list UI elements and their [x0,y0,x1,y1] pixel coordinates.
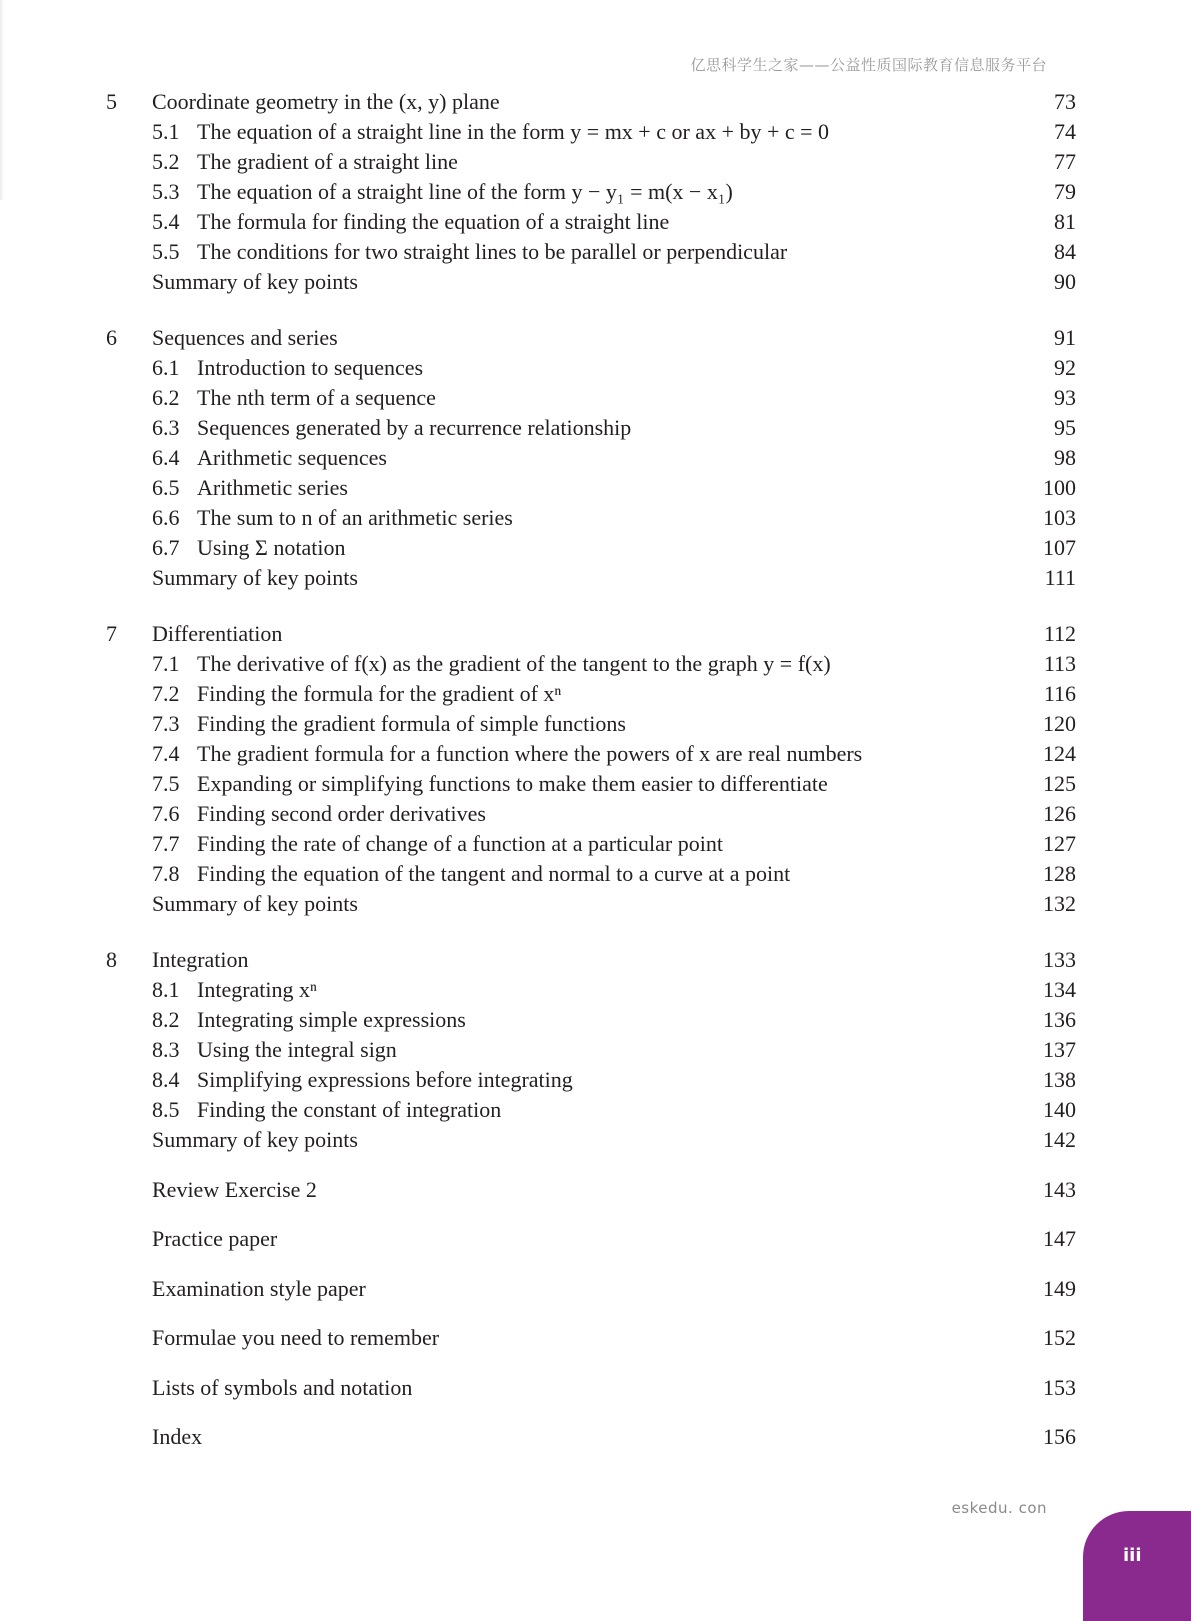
section-number: 8.5 [152,1097,180,1122]
section-number: 6.5 [152,475,180,500]
summary-page: 90 [1054,269,1076,294]
section-page: 134 [1043,977,1076,1002]
section-text [152,533,345,563]
section-text [152,503,513,533]
section-entry [0,679,1191,709]
chapter-page: 73 [1054,89,1076,114]
section-page: 113 [1043,651,1076,676]
section-page: 74 [1054,119,1076,144]
chapter-page: 133 [1043,947,1076,972]
section-number: 7.5 [152,771,180,796]
end-matter-title: Formulae you need to remember [152,1325,440,1350]
section-title: The formula for finding the equation of a straight line [197,209,670,234]
summary-entry [0,563,1191,593]
section-number: 8.3 [152,1037,180,1062]
section-page: 79 [1054,179,1076,204]
section-page: 116 [1043,681,1076,706]
section-entry [0,147,1191,177]
section-number: 7.7 [152,831,180,856]
summary-page: 132 [1043,891,1076,916]
section-entry [0,1095,1191,1125]
section-text [152,353,423,383]
section-text [152,147,458,177]
section-number: 8.2 [152,1007,180,1032]
end-matter-title: Practice paper [152,1226,278,1251]
section-number: 8.4 [152,1067,180,1092]
section-text [152,679,561,709]
end-matter-title: Lists of symbols and notation [152,1374,413,1400]
section-page: 107 [1043,535,1076,560]
section-page: 92 [1054,355,1076,380]
section-text [152,829,723,859]
section-number: 7.1 [152,651,180,676]
section-title: Finding the equation of the tangent and normal to a curve at a point [197,861,791,886]
chapter-number: 8 [106,947,117,972]
section-entry [0,413,1191,443]
section-title: Finding the constant of integration [197,1097,502,1122]
section-text [152,975,317,1005]
section-page: 128 [1043,861,1076,886]
section-entry [0,117,1191,147]
section-title: The conditions for two straight lines to be parallel or perpendicular [197,239,788,264]
chapter-heading [0,945,1191,975]
section-title: The gradient of a straight line [197,149,458,174]
section-entry [0,799,1191,829]
section-text [152,799,486,829]
section-text [152,383,436,413]
end-matter-page: 152 [1043,1325,1076,1350]
folio-tab [1083,1511,1191,1621]
section-number: 7.6 [152,801,180,826]
section-page: 77 [1054,149,1076,174]
section-title: The gradient formula for a function where the powers of x are real numbers [197,741,863,766]
section-entry [0,443,1191,473]
end-matter-page: 147 [1043,1226,1076,1251]
summary-page: 142 [1043,1127,1076,1152]
section-number: 5.3 [152,179,180,204]
section-page: 93 [1054,385,1076,410]
section-title: Finding the gradient formula of simple functions [197,711,626,736]
end-matter-entry [0,1422,1191,1452]
section-entry [0,709,1191,739]
section-text [152,237,787,267]
section-page: 125 [1043,771,1076,796]
section-text [152,443,387,473]
section-title: Expanding or simplifying functions to make them easier to differentiate [197,771,828,796]
section-text [152,473,348,503]
section-text [152,859,790,889]
section-title: The sum to n of an arithmetic series [197,505,513,530]
header-watermark: 亿思科学生之家——公益性质国际教育信息服务平台 [690,56,1047,74]
section-number: 5.1 [152,119,180,144]
section-entry [0,533,1191,563]
section-page: 124 [1043,741,1076,766]
summary-entry [0,889,1191,919]
section-title: Introduction to sequences [197,355,424,380]
section-number: 7.8 [152,861,180,886]
chapter-title: Differentiation [152,621,283,646]
section-title: The derivative of f(x) as the gradient of the tangent to the graph y = f(x) [197,651,831,676]
section-page: 127 [1043,831,1076,856]
section-number: 8.1 [152,977,180,1002]
table-of-contents [0,87,1191,1452]
section-entry [0,649,1191,679]
section-page: 100 [1043,475,1076,500]
end-matter-gap [0,1403,1191,1423]
section-title: Finding the rate of change of a function at a particular point [197,831,723,856]
end-matter-title: Review Exercise 2 [152,1176,317,1202]
section-entry [0,975,1191,1005]
end-matter-entry [0,1323,1191,1353]
section-page: 120 [1043,711,1076,736]
section-page: 137 [1043,1037,1076,1062]
chapter-title: Integration [152,947,249,972]
section-entry [0,237,1191,267]
section-page: 103 [1043,505,1076,530]
summary-entry [0,1125,1191,1155]
section-title: Finding the formula for the gradient of xⁿ [197,681,562,706]
section-title: Finding second order derivatives [197,801,486,826]
chapter-gap [0,297,1191,323]
end-matter-entry [0,1224,1191,1254]
section-entry [0,177,1191,207]
chapter-gap [0,593,1191,619]
page-folio-number: iii [1123,1545,1142,1566]
section-number: 7.2 [152,681,180,706]
end-matter-entry [0,1373,1191,1403]
section-page: 95 [1054,415,1076,440]
section-entry [0,1005,1191,1035]
summary-title: Summary of key points [152,1127,358,1152]
section-page: 98 [1054,445,1076,470]
chapter-number: 5 [106,89,117,114]
section-number: 5.5 [152,239,180,264]
end-matter-entry [0,1274,1191,1304]
section-number: 6.7 [152,535,180,560]
end-matter-gap [0,1205,1191,1225]
section-number: 6.6 [152,505,180,530]
chapter-number: 6 [106,325,117,350]
section-entry [0,383,1191,413]
chapter-page: 91 [1054,325,1076,350]
section-entry [0,1035,1191,1065]
section-entry [0,473,1191,503]
chapter-heading [0,87,1191,117]
section-entry [0,829,1191,859]
summary-page: 111 [1044,565,1076,590]
summary-entry [0,267,1191,297]
section-title: Using the integral sign [197,1037,397,1062]
end-matter-page: 143 [1043,1176,1076,1202]
section-text [152,1035,397,1065]
section-number: 6.1 [152,355,180,380]
section-text [152,649,831,679]
section-text [152,709,626,739]
section-page: 126 [1043,801,1076,826]
section-text [152,1065,573,1095]
section-entry [0,739,1191,769]
end-matter-gap [0,1353,1191,1373]
section-title: The nth term of a sequence [197,385,436,410]
end-matter-gap [0,1304,1191,1324]
end-matter-entry [0,1175,1191,1205]
end-matter-title: Examination style paper [152,1275,366,1301]
chapter-number: 7 [106,621,117,646]
section-text [152,177,733,207]
section-title: Integrating xⁿ [197,977,317,1002]
section-title: Simplifying expressions before integrating [197,1067,573,1092]
section-page: 84 [1054,239,1076,264]
chapter-page: 112 [1043,621,1076,646]
section-number: 6.4 [152,445,180,470]
section-number: 6.3 [152,415,180,440]
section-number: 6.2 [152,385,180,410]
section-entry [0,503,1191,533]
section-entry [0,769,1191,799]
section-page: 81 [1054,209,1076,234]
section-title: The equation of a straight line of the form y − y₁ = m(x − x₁) [197,179,733,204]
summary-title: Summary of key points [152,891,358,916]
chapter-title: Sequences and series [152,325,338,350]
section-number: 5.4 [152,209,180,234]
section-title: The equation of a straight line in the form y = mx + c or ax + by + c = 0 [197,119,830,144]
end-matter-title: Index [152,1424,203,1449]
section-title: Integrating simple expressions [197,1007,466,1032]
section-text [152,739,862,769]
section-number: 7.3 [152,711,180,736]
section-entry [0,1065,1191,1095]
section-text [152,413,631,443]
footer-site-text: eskedu. con [951,1499,1047,1517]
section-title: Arithmetic series [197,475,348,500]
chapter-heading [0,323,1191,353]
chapter-heading [0,619,1191,649]
section-title: Arithmetic sequences [197,445,387,470]
summary-title: Summary of key points [152,269,358,294]
section-page: 138 [1043,1067,1076,1092]
section-number: 7.4 [152,741,180,766]
end-matter-page: 153 [1043,1374,1076,1400]
end-matter-gap [0,1155,1191,1175]
section-page: 136 [1043,1007,1076,1032]
end-matter-gap [0,1254,1191,1274]
section-text [152,207,669,237]
section-entry [0,207,1191,237]
section-entry [0,353,1191,383]
chapter-gap [0,919,1191,945]
section-title: Sequences generated by a recurrence relationship [197,415,632,440]
summary-title: Summary of key points [152,565,358,590]
section-entry [0,859,1191,889]
section-text [152,117,829,147]
chapter-title: Coordinate geometry in the (x, y) plane [152,89,500,114]
section-text [152,769,828,799]
section-title: Using Σ notation [197,535,346,560]
end-matter-page: 149 [1043,1275,1076,1301]
section-page: 140 [1043,1097,1076,1122]
section-text [152,1005,466,1035]
end-matter-page: 156 [1043,1424,1076,1449]
section-text [152,1095,501,1125]
section-number: 5.2 [152,149,180,174]
